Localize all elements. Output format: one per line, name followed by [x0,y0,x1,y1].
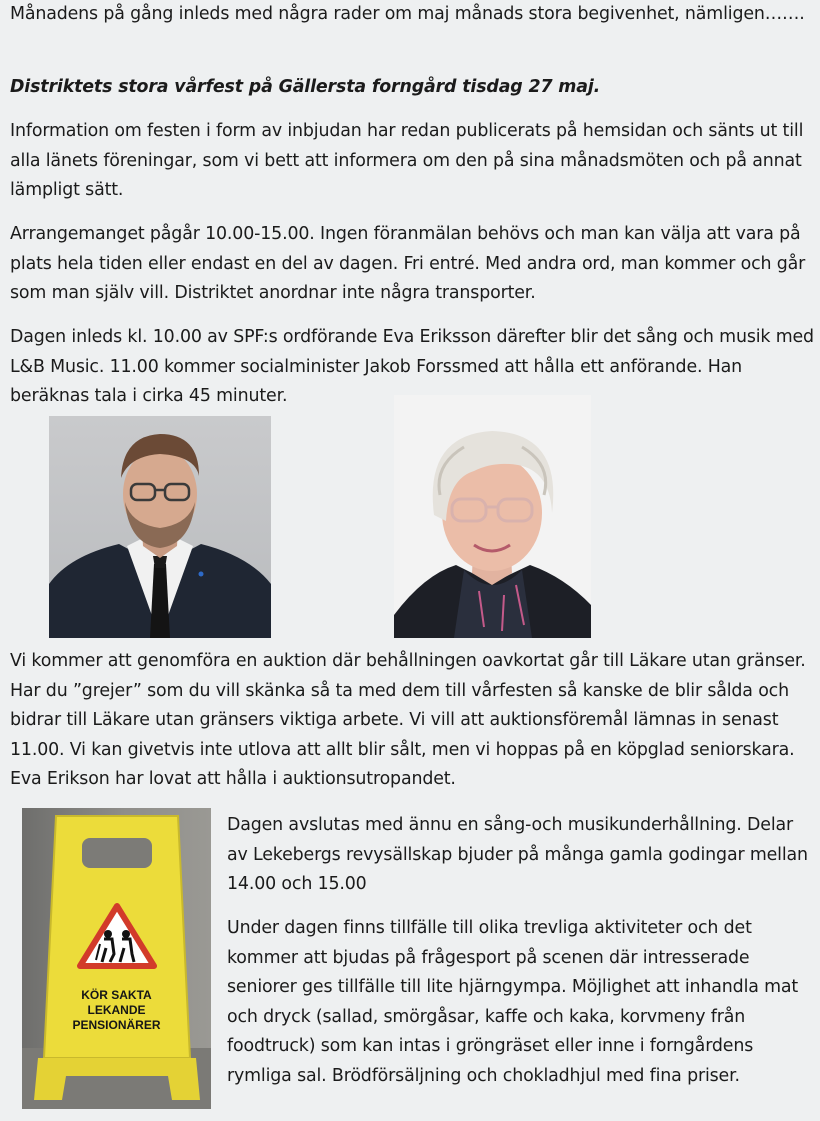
speaker-photo-woman [394,395,591,638]
sign-line-1: KÖR SAKTA [81,988,152,1002]
event-heading: Distriktets stora vårfest på Gällersta forngård tisdag 27 maj. [10,77,601,97]
warning-sign-photo [22,808,211,1109]
auction-paragraph: Vi kommer att genomföra en auktion där behållningen oavkortat går till Läkare utan gränser. Har du ”grejer” som du vill skänka så ta med dem till vårfesten så kanske de blir sålda och bidrar till Läkare utan gränsers viktiga arbete. Vi vill att auktionsföremål lämnas in senast 11.00. Vi kan givetvis inte utlova att allt blir sålt, men vi hoppas på en köpglad seniorskara. Eva Erikson har lovat att hålla i auktionsutropandet. [10,651,806,789]
closing-paragraph: Dagen avslutas med ännu en sång-och musikunderhållning. Delar av Lekebergs revysällskap bjuder på många gamla godingar mellan 14.00 och 15.00 [227,815,808,894]
info-paragraph: Information om festen i form av inbjudan har redan publicerats på hemsidan och sänts ut till alla länets föreningar, som vi bett att informera om den på sina månadsmöten och på annat lämpligt sätt. [10,121,804,200]
intro-text: Månadens på gång inleds med några rader om maj månads stora begivenhet, nämligen……. [10,4,805,24]
activities-paragraph: Under dagen finns tillfälle till olika trevliga aktiviteter och det kommer att bjudas på frågesport på scenen där intresserade seniorer ges tillfälle till lite hjärngympa. Möjlighet att inhandla mat och dryck (sallad, smörgåsar, kaffe och kaka, korvmeny från foodtruck) som kan intas i gröngräset eller inne i forngårdens rymliga sal. Brödförsäljning och chokladhjul med fina priser. [227,918,799,1086]
speaker-photo-man [49,416,271,638]
sign-line-2: LEKANDE [87,1003,146,1017]
arrangement-paragraph: Arrangemanget pågår 10.00-15.00. Ingen föranmälan behövs och man kan välja att vara på plats hela tiden eller endast en del av dagen. Fri entré. Med andra ord, man kommer och går som man själv vill. Distriktet anordnar inte några transporter. [10,224,806,303]
sign-line-3: PENSIONÄRER [72,1018,161,1032]
program-paragraph: Dagen inleds kl. 10.00 av SPF:s ordförande Eva Eriksson därefter blir det sång och musik med L&B Music. 11.00 kommer socialminister Jakob Forssmed att hålla ett anförande. Han beräknas tala i cirka 45 minuter. [10,327,814,406]
